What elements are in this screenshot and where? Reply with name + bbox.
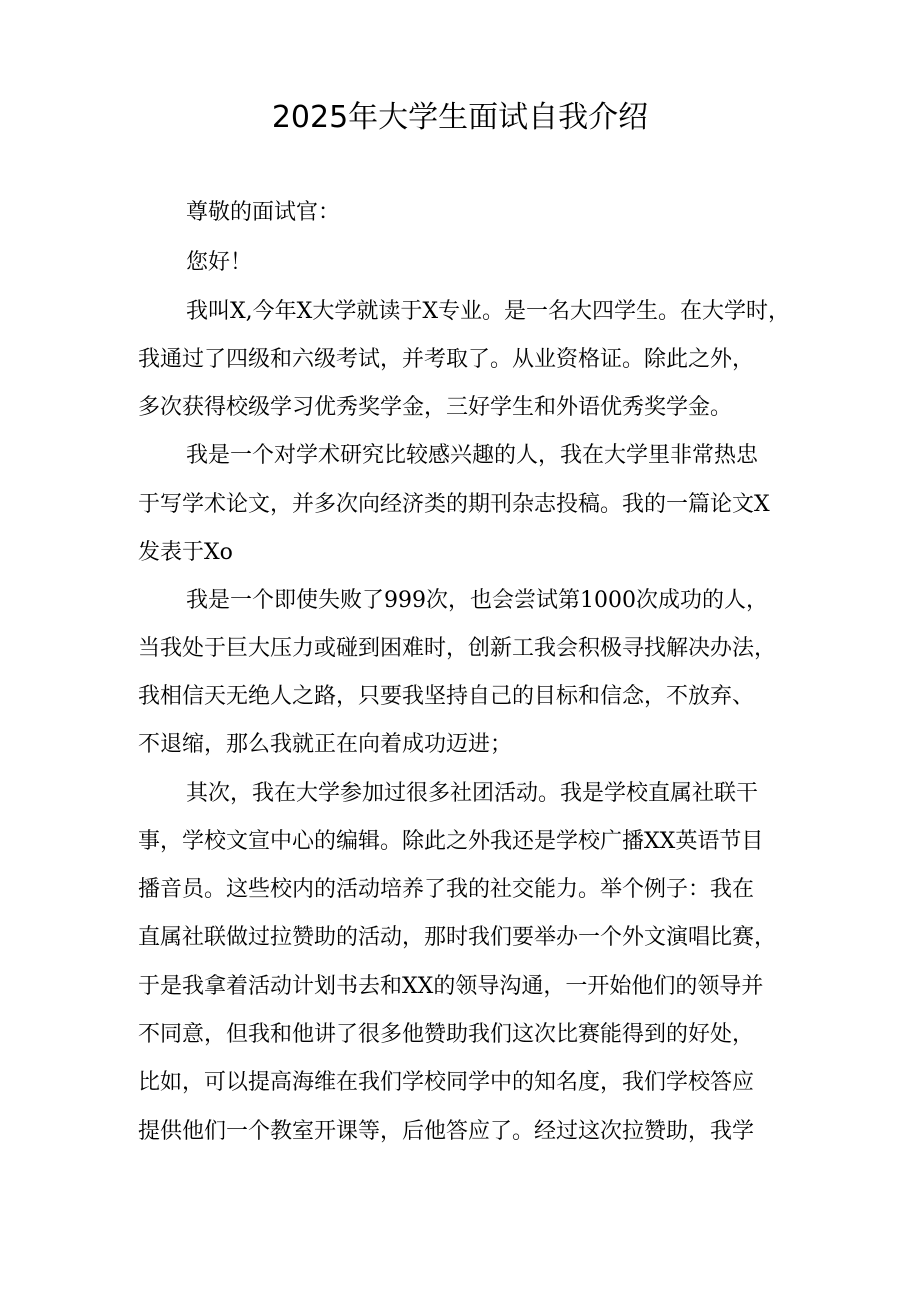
- paragraph-line: 于是我拿着活动计划书去和XX的领导沟通，一开始他们的领导并: [138, 974, 764, 999]
- paragraph-line: 其次，我在大学参加过很多社团活动。我是学校直属社联干: [186, 781, 759, 806]
- salutation-line: 尊敬的面试官：: [186, 200, 341, 225]
- paragraph-line: 不退缩，那么我就正在向着成功迈进；: [138, 732, 513, 757]
- paragraph-line: 我相信天无绝人之路，只要我坚持自己的目标和信念，不放弃、: [138, 684, 755, 709]
- paragraph-line: 提供他们一个教室开课等，后他答应了。经过这次拉赞助，我学: [138, 1119, 755, 1144]
- paragraph-line: 我叫X,今年X大学就读于X专业。是一名大四学生。在大学时，: [186, 299, 790, 324]
- paragraph-line: 我是一个即使失败了999次，也会尝试第1000次成功的人，: [186, 588, 768, 613]
- paragraph-line: 不同意，但我和他讲了很多他赞助我们这次比赛能得到的好处，: [138, 1022, 755, 1047]
- paragraph-line: 播音员。这些校内的活动培养了我的社交能力。举个例子：我在: [138, 877, 755, 902]
- greeting-line: 您好！: [186, 250, 253, 275]
- paragraph-line: 当我处于巨大压力或碰到困难时，创新工我会积极寻找解决办法，: [138, 636, 777, 661]
- document-title: 2025年大学生面试自我介绍: [271, 100, 649, 135]
- paragraph-line: 多次获得校级学习优秀奖学金，三好学生和外语优秀奖学金。: [138, 395, 733, 420]
- paragraph-line: 发表于Xo: [138, 540, 233, 565]
- paragraph-line: 事，学校文宣中心的编辑。除此之外我还是学校广播XX英语节目: [138, 829, 764, 854]
- paragraph-line: 我通过了四级和六级考试，并考取了。从业资格证。除此之外，: [138, 347, 755, 372]
- paragraph-line: 比如，可以提高海维在我们学校同学中的知名度，我们学校答应: [138, 1070, 755, 1095]
- paragraph-line: 我是一个对学术研究比较感兴趣的人，我在大学里非常热忠: [186, 443, 759, 468]
- paragraph-line: 直属社联做过拉赞助的活动，那时我们要举办一个外文演唱比赛，: [138, 925, 777, 950]
- paragraph-line: 于写学术论文，并多次向经济类的期刊杂志投稿。我的一篇论文X: [138, 492, 770, 517]
